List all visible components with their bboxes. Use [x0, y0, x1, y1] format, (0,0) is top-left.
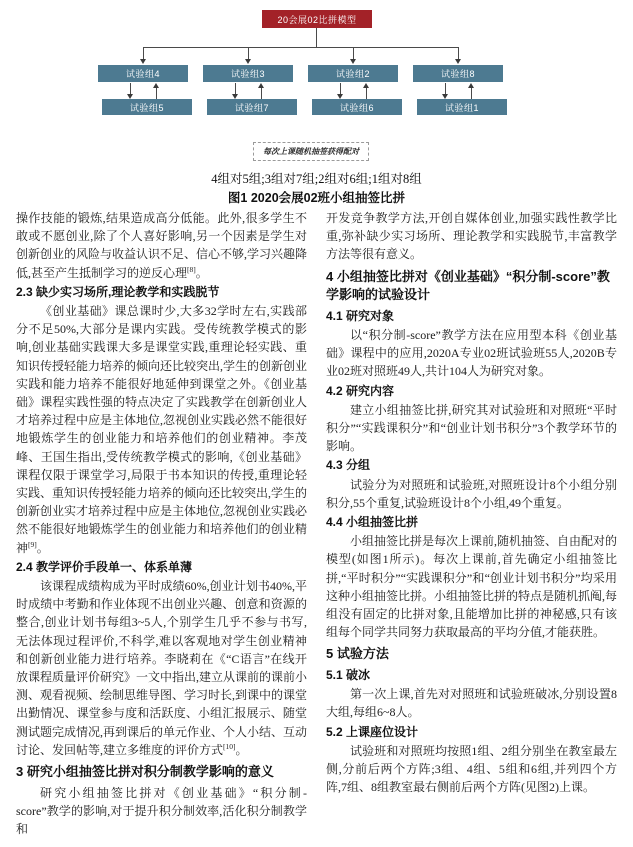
section-heading: 2.4 教学评价手段单一、体系单薄 — [16, 559, 193, 574]
section-heading: 3 研究小组抽签比拼对积分制教学影响的意义 — [16, 764, 274, 780]
group-box-bottom — [417, 99, 507, 115]
connector-drop — [248, 47, 249, 59]
paragraph: 建立小组抽签比拼,研究其对试验班和对照班“平时积分”“实践课积分”和“创业计划书积分”3个教学环节的影响。 — [326, 402, 617, 454]
arrow-down-icon — [140, 59, 146, 64]
paragraph: 以“积分制-score”教学方法在应用型本科《创业基础》课程中的应用,2020A专业02班试验班55人,2020B专业02班对照班49人,共计104人为研究对象。 — [326, 328, 617, 379]
group-label: 试验组1 — [444, 102, 479, 113]
pair-arrow-line — [156, 88, 157, 99]
group-label: 试验组6 — [339, 102, 374, 113]
group-label: 试验组7 — [234, 102, 269, 113]
section-heading: 4.3 分组 — [326, 458, 371, 473]
citation-marker: [10] — [223, 741, 236, 751]
section-heading: 4 小组抽签比拼对《创业基础》“积分制-score”教学影响的试验设计 — [326, 268, 610, 303]
group-box-bottom — [312, 99, 402, 115]
group-label: 试验组8 — [440, 69, 475, 79]
diagram-root-box — [262, 10, 372, 28]
paragraph: 第一次上课,首先对对照班和试验班破冰,分别设置8大组,每组6~8人。 — [326, 687, 617, 720]
paragraph: 小组抽签比拼是每次上课前,随机抽签、自由配对的模型(如图1所示)。每次上课前,首先确定小组抽签比拼,“平时积分”“实践课积分”和“创业计划书积分”均采用这种小组抽签比拼。小组抽签比拼的特点是随机抓阄,每组没有固定的比拼对象,且能增加比拼的神秘感,只有该组每个同学共同努力获取最高的平均分值,才能获胜。 — [326, 534, 618, 640]
diagram-root-label: 20会展02比拼模型 — [277, 14, 357, 25]
group-label: 试验组5 — [129, 102, 164, 113]
paragraph: 试验班和对照班均按照1组、2组分别坐在教室最左侧,分前后两个方阵;3组、4组、5组和6组,并列四个方阵,7组、8组教室最右侧前后两个方阵(见图2)上课。 — [326, 743, 617, 795]
section-heading: 5.2 上课座位设计 — [326, 724, 419, 739]
right-column — [326, 209, 617, 838]
arrow-down-icon — [245, 59, 251, 64]
section-heading: 4.1 研究对象 — [326, 308, 395, 323]
section-heading: 4.2 研究内容 — [326, 383, 395, 398]
left-column — [16, 209, 307, 838]
pair-arrow-line — [366, 88, 367, 99]
pair-arrow-line — [130, 83, 131, 94]
pair-arrow-line — [235, 83, 236, 94]
section-heading: 2.3 缺少实习场所,理论教学和实践脱节 — [16, 284, 220, 299]
paragraph: 该课程成绩构成为平时成绩60%,创业计划书40%,平时成绩中考勤和作业体现不出创业兴趣、创意和资源的整合,创业计划书每组3~5人,个别学生几乎不参与书写,无法体现过程评价,不科学,难以客观地对学生创业精神和创新创业能力进行培养。李晓莉在《“C语言”在线开放课程质量评价研究》一文中指出,建立从课前的课前小测、观看视频、绘制思维导图、学习时长,到课中的课堂出勤情况、课堂参与度和活跃度、小组汇报展示、随堂测试题完成情况,再到课后的单元作业、个人小结、互动讨论、发回帖等,建立多维度的评价方式[10]。 — [16, 579, 308, 757]
arrow-down-icon — [350, 59, 356, 64]
citation-marker: [8] — [187, 264, 196, 274]
section-heading: 5 试验方法 — [326, 646, 389, 662]
group-box-top — [98, 65, 188, 82]
figure-caption: 图1 2020会展02班小组抽签比拼 — [227, 191, 406, 205]
figure-pairing-text: 4组对5组;3组对7组;2组对6组;1组对8组 — [211, 172, 422, 186]
figure-1-diagram — [0, 0, 633, 208]
paragraph: 开发竞争教学方法,开创自媒体创业,加强实践性教学比重,弥补缺少实习场所、理论教学和实践脱节,丰富教学方法等很有意义。 — [326, 211, 617, 262]
group-box-bottom — [207, 99, 297, 115]
group-box-top — [203, 65, 293, 82]
citation-marker: [9] — [28, 539, 37, 549]
connector-rail — [143, 47, 459, 48]
figure-note-text: 每次上课随机抽签获得配对 — [263, 147, 359, 156]
connector-stem — [316, 28, 317, 47]
connector-drop — [353, 47, 354, 59]
paragraph: 研究小组抽签比拼对《创业基础》“积分制-score”教学的影响,对于提升积分制效率,活化积分制教学和 — [16, 785, 307, 837]
body-columns — [16, 209, 617, 838]
connector-drop — [458, 47, 459, 59]
section-heading: 5.1 破冰 — [326, 668, 371, 683]
paragraph: 《创业基础》课总课时少,大多32学时左右,实践部分不足50%,大部分是课内实践。受传统教学模式的影响,创业基础实践课大多是课堂实践,重理论轻实践、重知识传授轻能力培养的倾向还比较突出,学生的创新创业实践和能力培养不能很好地延伸到课堂之外。《创业基础》课程实践性强的特点决定了实践教学在创新创业人才培养过程中应是主体地位,忽视创业实践必然不能很好地锻炼学生的创业能力和培养他们的创业精神。李茂峰、王国生指出,受传统教学模式的影响,《创业基础》课程仅限于课堂学习,局限于书本知识的传授,重理论轻实践、重知识传授轻能力培养的倾向还比较突出,学生的创新创业实才培养过程中应是主体地位,忽视创业实践必然不能很好地锻炼学生的创业能力和培养他们的创业精神[9]。 — [16, 304, 308, 555]
group-box-bottom — [102, 99, 192, 115]
connector-drop — [143, 47, 144, 59]
pair-arrow-line — [445, 83, 446, 94]
arrow-down-icon — [455, 59, 461, 64]
pair-arrow-line — [261, 88, 262, 99]
group-label: 试验组2 — [335, 69, 370, 79]
group-label: 试验组3 — [230, 69, 265, 79]
paragraph: 操作技能的锻炼,结果造成高分低能。此外,很多学生不敢或不愿创业,除了个人喜好影响,另一个因素是学生对创新创业的风险与收益认识不足、信心不够,学习兴趣降低,甚至产生抵制学习的逆反心理[8]。 — [16, 211, 308, 280]
pair-arrow-line — [471, 88, 472, 99]
figure-note-box — [253, 142, 369, 161]
group-box-top — [308, 65, 398, 82]
pair-arrow-line — [340, 83, 341, 94]
group-label: 试验组4 — [125, 69, 160, 79]
section-heading: 4.4 小组抽签比拼 — [326, 515, 419, 530]
paragraph: 试验分为对照班和试验班,对照班设计8个小组分别积分,55个重复,试验班设计8个小组,49个重复。 — [326, 477, 617, 510]
group-box-top — [413, 65, 503, 82]
